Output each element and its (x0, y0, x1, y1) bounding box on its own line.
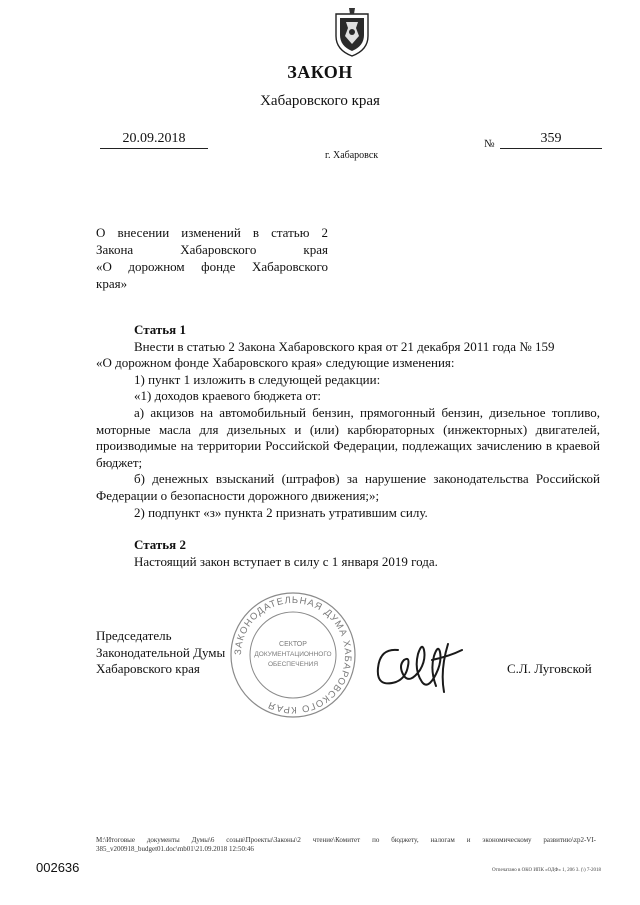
heading-line: края» (96, 276, 128, 291)
heading-line: Закона Хабаровского края (96, 242, 328, 257)
stamp-outer-text: ЗАКОНОДАТЕЛЬНАЯ ДУМА ХАБАРОВСКОГО КРАЯ (232, 594, 354, 716)
registration-number: 002636 (36, 860, 80, 875)
stamp-inner-line: ОБЕСПЕЧЕНИЯ (267, 661, 319, 668)
file-path-footer: M:\Итоговые документы Думы\6 созыв\Проекты\Законы\2 чтение\Комитет по бюджету, налогам и экономическому развитию\zp2-VI-385_v200918_budget01.doc\mb01\21.09.2018 12:50:46 (96, 836, 596, 853)
coat-of-arms-emblem (332, 6, 372, 58)
document-body (96, 322, 600, 570)
article-1-line: б) денежных взысканий (штрафов) за нарушение законодательства Российской Федерации о безопасности дорожного движения;»; (96, 471, 600, 503)
position-line: Председатель (96, 628, 172, 643)
document-title: ЗАКОН (287, 62, 353, 82)
document-date: 20.09.2018 (100, 131, 208, 149)
article-1-title: Статья 1 (134, 322, 186, 337)
official-stamp (228, 590, 358, 720)
stamp-inner-line: ДОКУМЕНТАЦИОННОГО (254, 651, 332, 658)
article-1-line: «1) доходов краевого бюджета от: (134, 388, 322, 404)
article-1-line: 1) пункт 1 изложить в следующей редакции: (134, 371, 381, 387)
position-line: Хабаровского края (96, 661, 200, 677)
stamp-inner-line: СЕКТОР (279, 641, 307, 648)
article-2-text: Настоящий закон вступает в силу с 1 января 2019 года. (134, 553, 438, 569)
article-1-line: а) акцизов на автомобильный бензин, прямогонный бензин, дизельное топливо, моторные масла для дизельных и (или) карбюраторных (инжекторных) двигателей, производимые на территории Российской Федерации, подлежащих зачислению в краевой бюджет; (96, 404, 600, 470)
article-2-title: Статья 2 (134, 537, 186, 553)
handwritten-signature (370, 630, 470, 700)
position-line: Законодательной Думы (96, 644, 226, 660)
signatory-position (96, 628, 225, 678)
law-heading (96, 224, 328, 292)
document-number: 359 (500, 131, 602, 149)
signatory-name: С.Л. Луговской (507, 661, 592, 676)
print-note: Отпечатано в ОКО ИПК «ОДФ» 1, 206 3. (\) 7-2018 (492, 868, 602, 873)
heading-line: «О дорожном фонде Хабаровского (96, 259, 328, 274)
article-1-line: Внести в статью 2 Закона Хабаровского края от 21 декабря 2011 года № 159 (134, 338, 555, 354)
article-1-line: «О дорожном фонде Хабаровского края» следующие изменения: (96, 355, 455, 371)
number-label: № (484, 138, 495, 150)
heading-line: О внесении изменений в статью 2 (96, 225, 328, 240)
document-subtitle: Хабаровского края (260, 93, 380, 109)
document-city: г. Хабаровск (325, 150, 379, 161)
article-1-line: 2) подпункт «з» пункта 2 признать утратившим силу. (134, 504, 428, 520)
